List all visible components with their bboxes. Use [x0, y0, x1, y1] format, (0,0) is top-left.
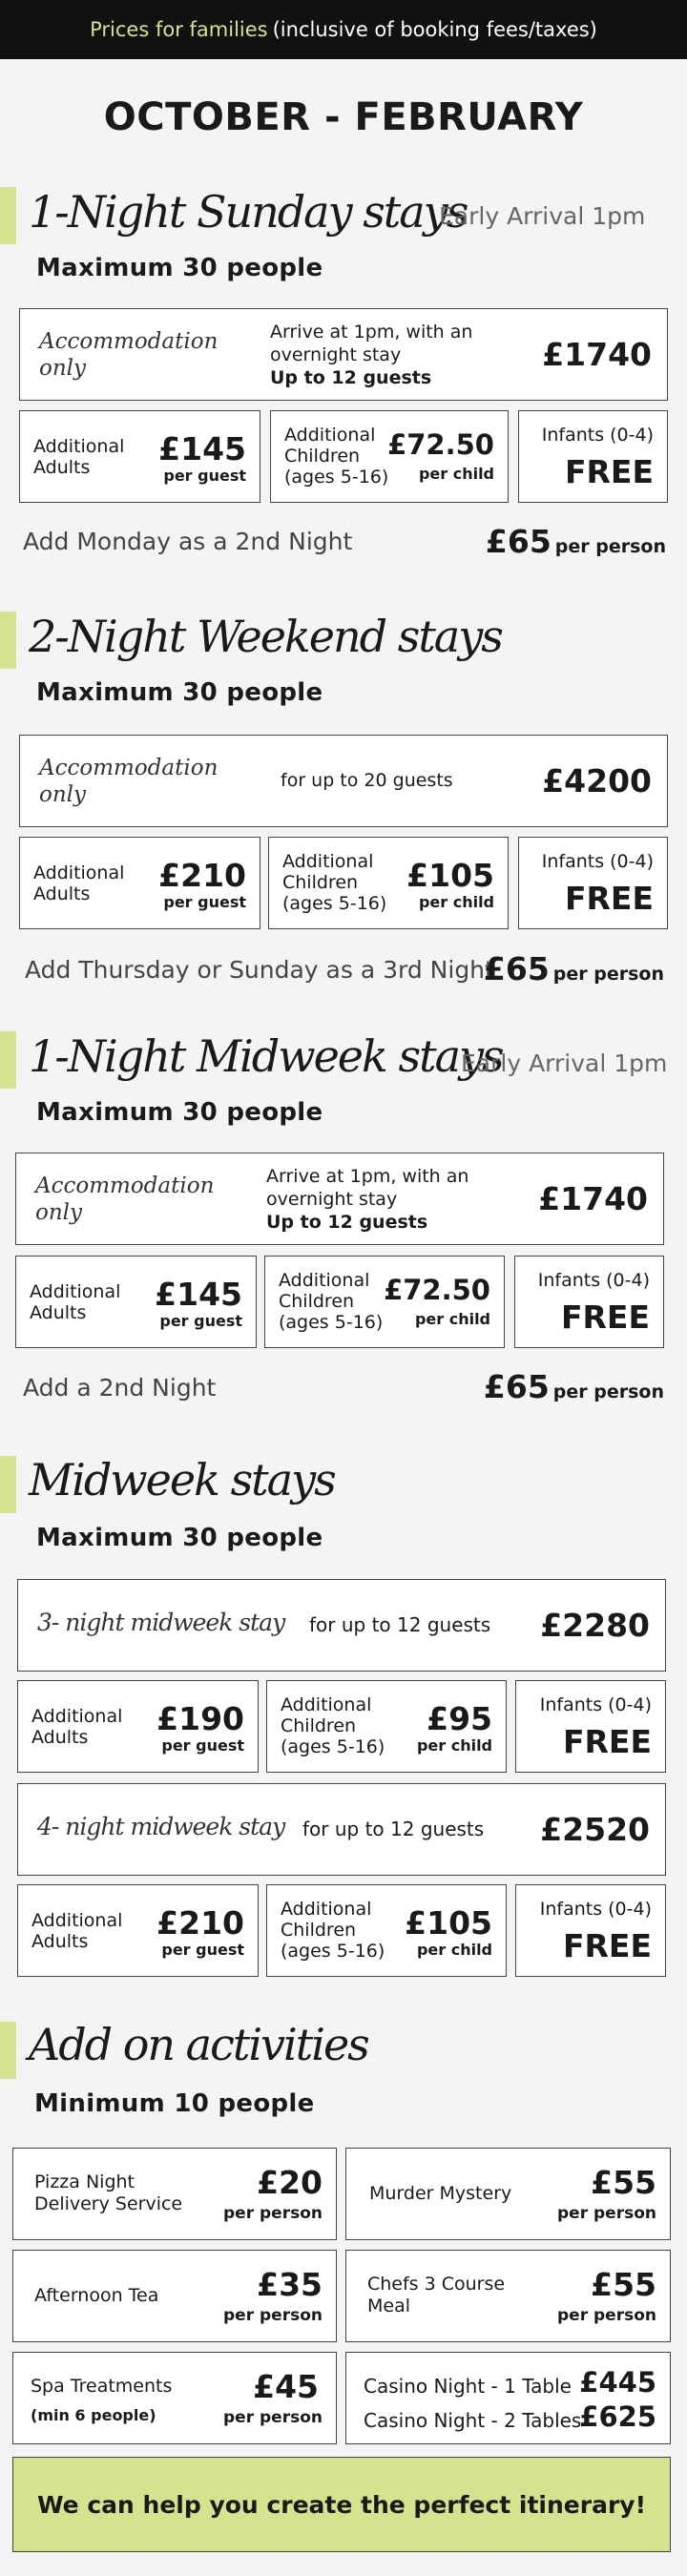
accommodation-label: Accommodation only [39, 756, 219, 807]
section-subtitle: Early Arrival 1pm [461, 1049, 668, 1077]
adults-label: Additional Adults [31, 1910, 123, 1952]
activity-casino-card [345, 2352, 671, 2444]
accommodation-label: Accommodation only [39, 329, 219, 381]
accommodation-price: £1740 [538, 1180, 648, 1217]
activity-spa-card [12, 2352, 337, 2444]
activity-unit: per person [223, 2204, 323, 2223]
infants-price: FREE [564, 453, 654, 490]
activity-unit: per person [223, 2408, 323, 2427]
add-night-label: Add Thursday or Sunday as a 3rd Night [25, 956, 494, 984]
section-accent-bar [0, 187, 16, 244]
children-price: £105 [405, 1904, 492, 1942]
activity-name: Chefs 3 Course Meal [367, 2274, 506, 2316]
add-night-price: £65 per person [483, 950, 664, 987]
add-night-label: Add Monday as a 2nd Night [23, 528, 353, 555]
infants-card [515, 1884, 666, 1977]
adults-price: £190 [156, 1700, 244, 1737]
page-title: OCTOBER - FEBRUARY [103, 95, 584, 139]
section-title: 1-Night Sunday stays [29, 186, 468, 238]
stay-description: for up to 12 guests [302, 1818, 485, 1840]
activity-name: Afternoon Tea [34, 2285, 159, 2306]
adults-price: £145 [158, 430, 246, 467]
accommodation-label: Accommodation only [35, 1174, 215, 1225]
infants-price: FREE [562, 1723, 652, 1760]
activity-pizza-card [12, 2148, 337, 2240]
infants-price: FREE [562, 1927, 652, 1964]
adults-price: £210 [158, 857, 246, 894]
stay-description: for up to 12 guests [309, 1613, 491, 1636]
accommodation-card [15, 1153, 664, 1245]
additional-children-card [266, 1884, 507, 1977]
infants-label: Infants (0-4) [539, 1899, 652, 1920]
itinerary-banner: We can help you create the perfect itinerary! [12, 2457, 671, 2552]
section-accent-bar [0, 2022, 16, 2079]
activity-murder-card [345, 2148, 671, 2240]
infants-price: FREE [564, 880, 654, 917]
additional-adults-card [19, 837, 260, 929]
activity-unit: per person [557, 2306, 656, 2325]
additional-adults-card [15, 1256, 257, 1348]
children-price: £72.50 [387, 428, 494, 461]
accommodation-price: £1740 [542, 336, 652, 373]
banner-highlight: Prices for families [90, 18, 268, 41]
stay-price: £2280 [540, 1607, 650, 1644]
adults-unit: per guest [159, 1312, 242, 1330]
adults-unit: per guest [163, 893, 246, 911]
children-label: Additional Children (ages 5-16) [284, 425, 389, 488]
add-night-price: £65 per person [485, 523, 666, 560]
infants-label: Infants (0-4) [541, 851, 654, 872]
accommodation-description: for up to 20 guests [281, 770, 453, 791]
section-title: Add on activities [29, 2019, 368, 2070]
children-price: £105 [406, 857, 494, 894]
activity-price: £55 [591, 2266, 656, 2303]
infants-label: Infants (0-4) [541, 425, 654, 446]
adults-label: Additional Adults [33, 436, 125, 478]
children-label: Additional Children (ages 5-16) [279, 1270, 384, 1333]
additional-children-card [264, 1256, 505, 1348]
accommodation-price: £4200 [542, 762, 652, 800]
stay-label: 3- night midweek stay [37, 1609, 285, 1636]
section-title: 1-Night Midweek stays [29, 1030, 503, 1082]
activity-chefs-card [345, 2250, 671, 2342]
adults-price: £210 [156, 1904, 244, 1942]
capacity-note: Maximum 30 people [36, 1524, 323, 1552]
additional-adults-card [19, 410, 260, 503]
activity-name: Pizza Night Delivery Service [34, 2171, 183, 2214]
children-label: Additional Children (ages 5-16) [282, 851, 387, 914]
stay-label: 4- night midweek stay [37, 1813, 285, 1840]
add-night-price: £65 per person [483, 1368, 664, 1405]
infants-card [515, 1680, 666, 1773]
activity-price: £625 [579, 2400, 656, 2433]
adults-label: Additional Adults [30, 1281, 121, 1323]
additional-adults-card [17, 1680, 259, 1773]
activity-name: Casino Night - 2 Tables [364, 2409, 582, 2432]
section-accent-bar [0, 1456, 16, 1513]
accommodation-description: Arrive at 1pm, with an overnight stay Up to 12 guests [270, 322, 473, 388]
top-banner [0, 0, 687, 59]
four-night-stay-card [17, 1783, 666, 1876]
additional-children-card [268, 837, 509, 929]
activity-price: £20 [257, 2164, 323, 2201]
infants-label: Infants (0-4) [539, 1694, 652, 1715]
children-unit: per child [418, 465, 494, 483]
accommodation-card [19, 308, 668, 401]
activity-name: Casino Night - 1 Table [364, 2375, 572, 2398]
adults-unit: per guest [161, 1941, 244, 1959]
banner-note: (inclusive of booking fees/taxes) [272, 18, 597, 41]
activity-unit: per person [223, 2306, 323, 2325]
activity-price: £55 [591, 2164, 656, 2201]
adults-unit: per guest [163, 467, 246, 485]
accommodation-card [19, 735, 668, 827]
capacity-note: Maximum 30 people [36, 678, 323, 707]
children-unit: per child [418, 893, 494, 911]
children-price: £72.50 [384, 1274, 490, 1306]
activity-price: £45 [253, 2368, 319, 2405]
children-unit: per child [416, 1736, 492, 1755]
capacity-note: Maximum 30 people [36, 1098, 323, 1127]
activity-name: Murder Mystery [369, 2183, 512, 2204]
section-accent-bar [0, 612, 16, 669]
activity-note: (min 6 people) [31, 2406, 156, 2424]
infants-card [518, 837, 668, 929]
children-label: Additional Children (ages 5-16) [281, 1694, 385, 1757]
children-unit: per child [416, 1941, 492, 1959]
add-night-label: Add a 2nd Night [23, 1374, 217, 1402]
children-unit: per child [414, 1310, 490, 1328]
children-price: £95 [427, 1700, 492, 1737]
section-title: 2-Night Weekend stays [29, 611, 502, 662]
additional-children-card [270, 410, 509, 503]
three-night-stay-card [17, 1579, 666, 1672]
additional-children-card [266, 1680, 507, 1773]
activity-tea-card [12, 2250, 337, 2342]
section-accent-bar [0, 1031, 16, 1089]
stay-price: £2520 [540, 1811, 650, 1848]
additional-adults-card [17, 1884, 259, 1977]
activity-price: £35 [257, 2266, 323, 2303]
activity-unit: per person [557, 2204, 656, 2223]
accommodation-description: Arrive at 1pm, with an overnight stay Up to 12 guests [266, 1166, 469, 1233]
section-subtitle: Early Arrival 1pm [439, 202, 646, 230]
children-label: Additional Children (ages 5-16) [281, 1899, 385, 1962]
infants-card [514, 1256, 664, 1348]
minimum-note: Minimum 10 people [34, 2089, 315, 2118]
section-title: Midweek stays [29, 1454, 335, 1506]
activity-name: Spa Treatments [31, 2376, 173, 2397]
activity-price: £445 [579, 2366, 656, 2399]
infants-price: FREE [560, 1298, 650, 1336]
adults-unit: per guest [161, 1736, 244, 1755]
infants-label: Infants (0-4) [537, 1270, 650, 1291]
adults-price: £145 [155, 1276, 242, 1313]
infants-card [518, 410, 668, 503]
adults-label: Additional Adults [31, 1706, 123, 1748]
adults-label: Additional Adults [33, 862, 125, 904]
capacity-note: Maximum 30 people [36, 254, 323, 282]
